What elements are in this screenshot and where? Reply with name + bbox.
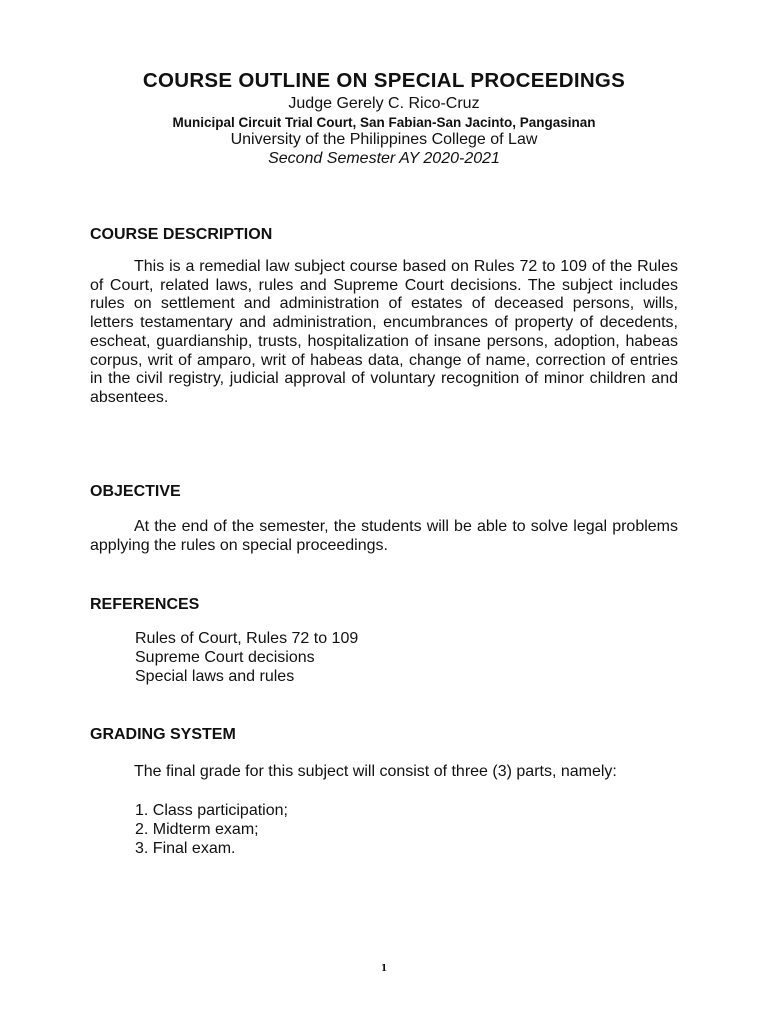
course-description-text: This is a remedial law subject course based on Rules 72 to 109 of the Rules of Court, related laws, rules and Supreme Court decisions. The subject includes rules on settlement and administration of estates of deceased persons, wills, letters testamentary and administration, encumbrances of property of decedents, escheat, guardianship, trusts, hospitalization of insane persons, adoption, habeas corpus, writ of amparo, writ of habeas data, change of name, correction of entries in the civil registry, judicial approval of voluntary recognition of minor children and absentees. [90, 258, 678, 406]
references-list [90, 629, 678, 686]
course-description-section [90, 225, 678, 408]
reference-item: Special laws and rules [135, 668, 295, 685]
grading-item: 1. Class participation; [135, 802, 288, 819]
reference-item: Supreme Court decisions [135, 649, 315, 666]
reference-item: Rules of Court, Rules 72 to 109 [135, 630, 359, 647]
document-title: COURSE OUTLINE ON SPECIAL PROCEEDINGS [142, 69, 626, 92]
objective-text: At the end of the semester, the students will be able to solve legal problems applying the rules on special proceedings. [90, 518, 678, 554]
objective-section [90, 482, 678, 555]
grading-item: 2. Midterm exam; [135, 821, 259, 838]
university-name: University of the Philippines College of Law [230, 131, 538, 148]
grading-system-heading: GRADING SYSTEM [90, 726, 236, 743]
grading-item: 3. Final exam. [135, 840, 236, 857]
references-section [90, 595, 678, 686]
grading-components-list [90, 801, 678, 858]
grading-system-section [90, 725, 678, 858]
author-name: Judge Gerely C. Rico-Cruz [288, 95, 480, 112]
objective-heading: OBJECTIVE [90, 483, 181, 500]
court-name: Municipal Circuit Trial Court, San Fabian-San Jacinto, Pangasinan [172, 115, 596, 130]
page-number: 1 [380, 964, 388, 974]
document-header [0, 68, 768, 169]
course-description-heading: COURSE DESCRIPTION [90, 226, 273, 243]
references-heading: REFERENCES [90, 596, 200, 613]
semester-label: Second Semester AY 2020-2021 [268, 150, 500, 167]
grading-system-text: The final grade for this subject will consist of three (3) parts, namely: [134, 763, 617, 780]
